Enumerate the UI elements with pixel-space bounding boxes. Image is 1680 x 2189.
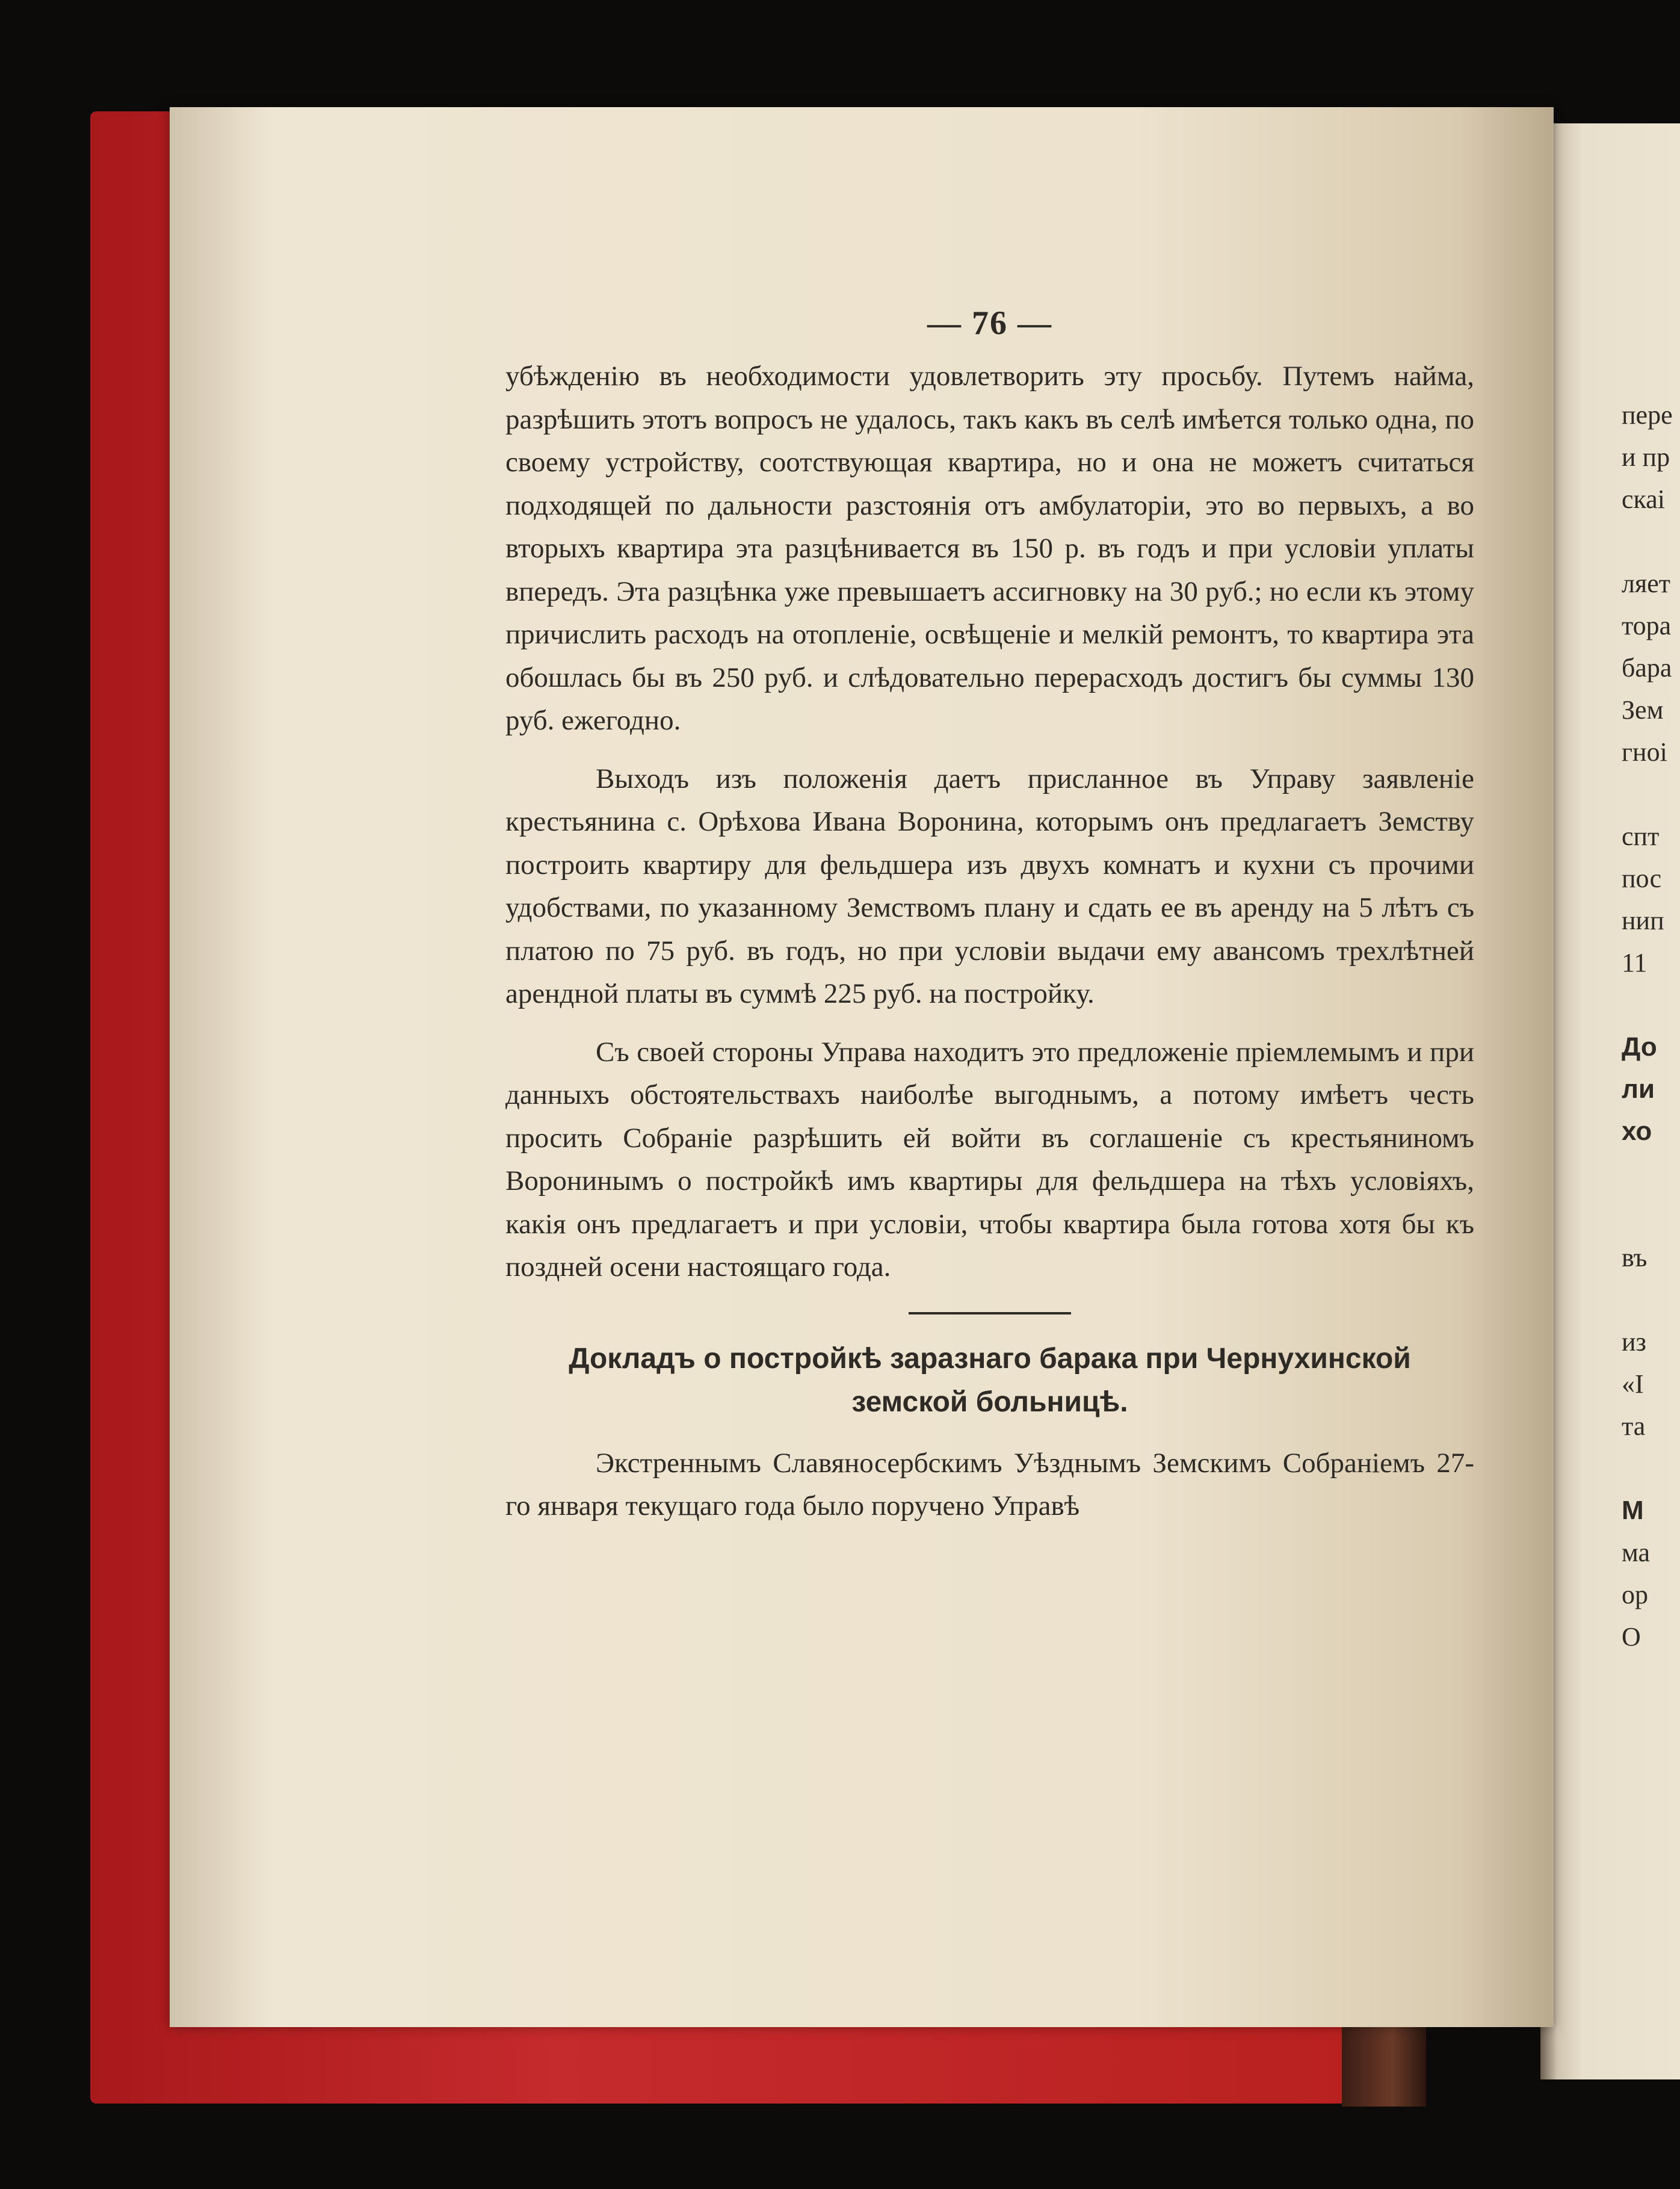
next-page-text-fragments	[1622, 394, 1680, 1658]
next-page-fragment: въ	[1622, 1243, 1648, 1272]
next-page-fragment	[1622, 773, 1680, 816]
next-page-fragment: спт	[1622, 822, 1660, 851]
next-page-fragment: скаі	[1622, 485, 1665, 514]
next-page-fragment: О	[1622, 1622, 1641, 1652]
section-heading	[505, 1337, 1474, 1424]
page-body	[505, 355, 1474, 1543]
next-page-fragment: «І	[1622, 1369, 1644, 1399]
next-page-fragment: ли	[1622, 1074, 1655, 1104]
paragraph-4: Экстреннымъ Славяносербскимъ Уѣзднымъ Земскимъ Собраніемъ 27-го января текущаго года было поручено Управѣ	[505, 1447, 1474, 1522]
next-page-fragment: гноі	[1622, 737, 1667, 767]
next-page-fragment: 11	[1622, 948, 1648, 977]
section-divider	[909, 1312, 1071, 1314]
next-page-fragment: та	[1622, 1411, 1646, 1441]
next-page-fragment: хо	[1622, 1116, 1652, 1146]
next-page-fragment	[1622, 1195, 1680, 1237]
next-page-fragment: ляет	[1622, 569, 1670, 598]
page-number: — 76 —	[927, 305, 1052, 342]
next-page-fragment: До	[1622, 1032, 1657, 1062]
next-page-fragment: Зем	[1622, 695, 1664, 725]
next-page-fragment: тора	[1622, 611, 1672, 640]
next-page-fragment: ор	[1622, 1580, 1648, 1609]
section-heading-line-1: Докладъ о постройкѣ заразнаго барака при Чернухинской	[569, 1342, 1411, 1375]
section-heading-line-2: земской больницѣ.	[851, 1386, 1128, 1418]
next-page-fragment	[1622, 1447, 1680, 1490]
paragraph-1: убѣжденію въ необходимости удовлетворить эту просьбу. Путемъ найма, разрѣшить этотъ вопросъ не удалось, такъ какъ въ селѣ имѣется только одна, по своему устройству, соотствующая квартира, но и она не можетъ считаться подходящей по дальности разстоянія отъ амбулаторіи, это во первыхъ, а во вторыхъ квартира эта разцѣнивается въ 150 р. въ годъ и при условіи уплаты впередъ. Эта разцѣнка уже превышаетъ ассигновку на 30 руб.; но если къ этому причислить расходъ на отопленіе, освѣщеніе и мелкій ремонтъ, то квартира эта обошлась бы въ 250 руб. и слѣдовательно перерасходъ достигъ бы суммы 130 руб. ежегодно.	[505, 361, 1474, 736]
next-page-fragment	[1622, 1153, 1680, 1195]
paragraph-2: Выходъ изъ положенія даетъ присланное въ Управу заявленіе крестьянина с. Орѣхова Ивана Воронина, которымъ онъ предлагаетъ Земству построить квартиру для фельдшера изъ двухъ комнатъ и кухни съ прочими удобствами, по указанному Земствомъ плану и сдать ее въ аренду на 5 лѣтъ съ платою по 75 руб. въ годъ, но при условіи выдачи ему авансомъ трехлѣтней арендной платы въ суммѣ 225 руб. на постройку.	[505, 763, 1474, 1009]
next-page-fragment: бара	[1622, 653, 1672, 683]
next-page-fragment: пере	[1622, 400, 1673, 430]
next-page-fragment: и пр	[1622, 442, 1670, 472]
next-page-fragment: нип	[1622, 906, 1664, 935]
paragraph-3: Съ своей стороны Управа находитъ это предложеніе пріемлемымъ и при данныхъ обстоятельствахъ наиболѣе выгоднымъ, а потому имѣетъ честь просить Собраніе разрѣшить ей войти въ соглашеніе съ крестьяниномъ Воронинымъ о постройкѣ имъ квартиры для фельдшера на тѣхъ условіяхъ, какія онъ предлагаетъ и при условіи, чтобы квартира была готова хотя бы къ поздней осени настоящаго года.	[505, 1036, 1474, 1283]
next-page-fragment	[1622, 984, 1680, 1026]
next-page-fragment: М	[1622, 1496, 1644, 1525]
next-page-fragment: из	[1622, 1327, 1646, 1357]
next-page-fragment: пос	[1622, 864, 1662, 893]
next-page-fragment: ма	[1622, 1538, 1651, 1567]
next-page-fragment	[1622, 1279, 1680, 1321]
next-page-fragment	[1622, 521, 1680, 563]
